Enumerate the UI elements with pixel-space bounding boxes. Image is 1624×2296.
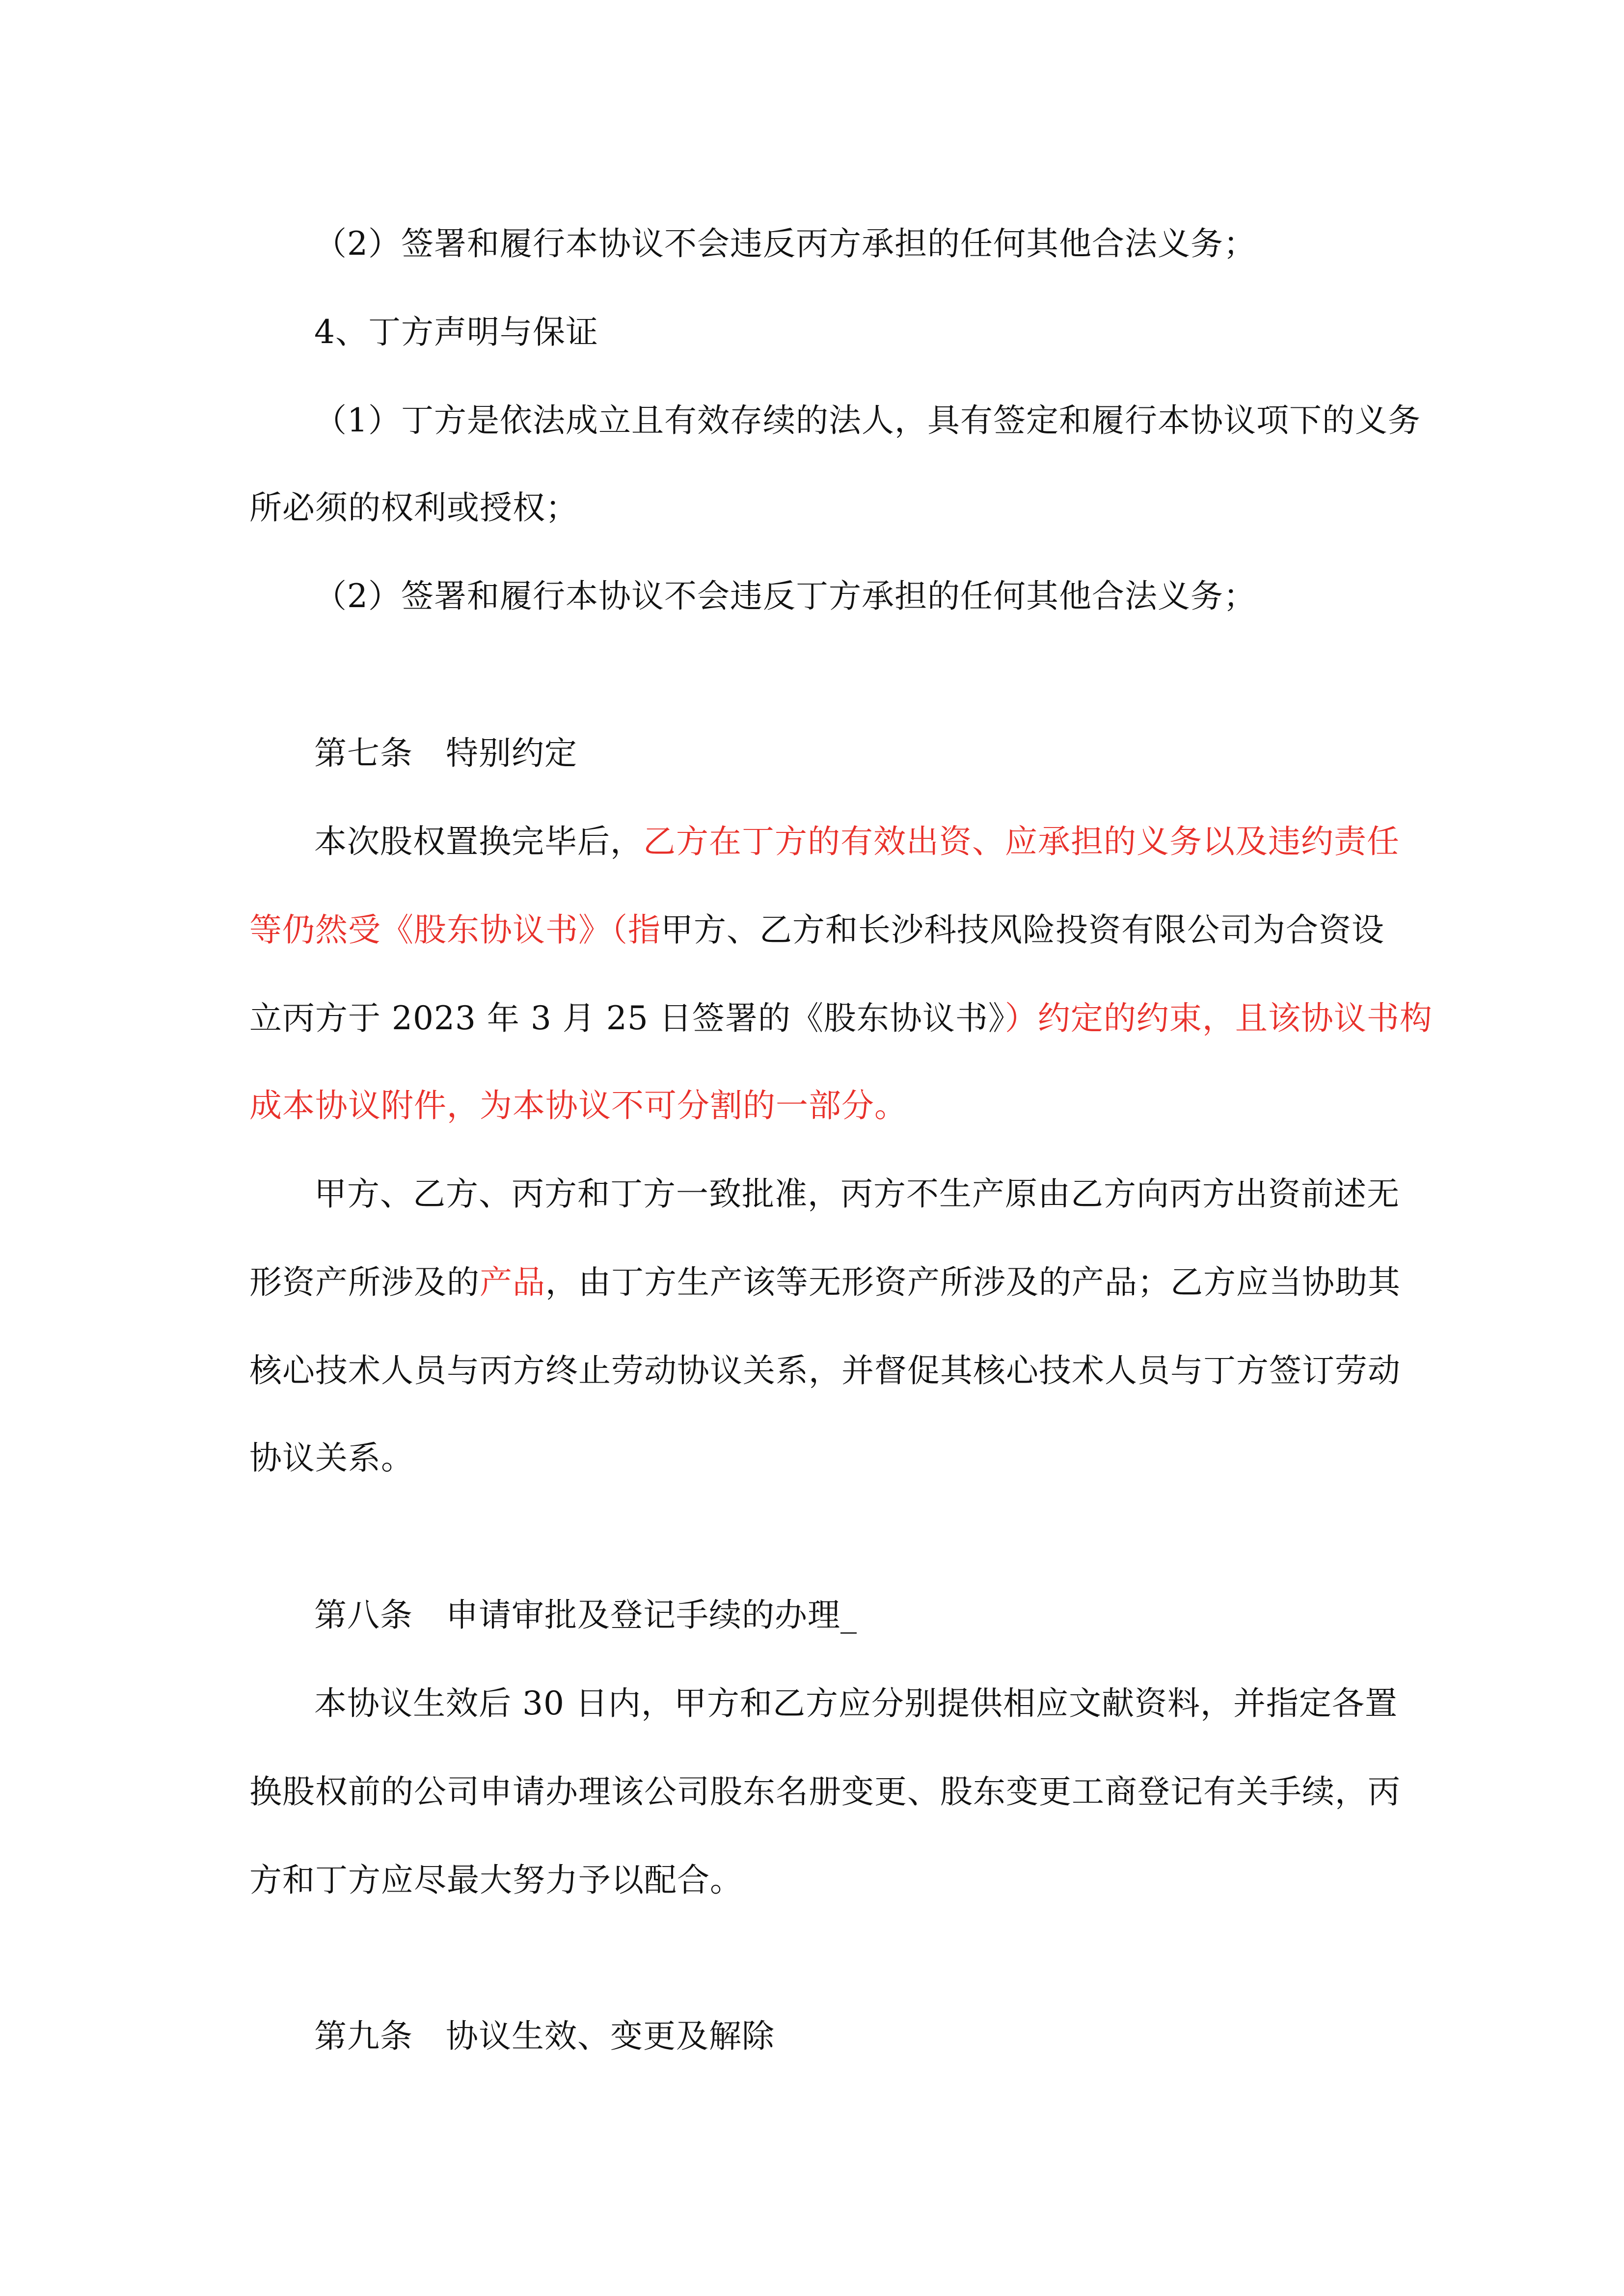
article7-p1-line2	[249, 908, 1393, 952]
article8-line2: 换股权前的公司申请办理该公司股东名册变更、股东变更工商登记有关手续，丙	[249, 1773, 1401, 1811]
article7-p2-line2-c: ，由丁方生产该等无形资产所涉及的产品；乙方应当协助其	[545, 1263, 1401, 1301]
clause4-item2: （2）签署和履行本协议不会违反丁方承担的任何其他合法义务；	[314, 577, 1256, 615]
article8-line3: 方和丁方应尽最大努力予以配合。	[249, 1861, 743, 1899]
article7-p1-line1-b: 乙方在丁方的有效出资、应承担的义务以及违约责任	[643, 823, 1400, 860]
article7-title: 第七条 特别约定	[314, 734, 577, 772]
article9-title: 第九条 协议生效、变更及解除	[314, 2017, 775, 2055]
article7-p1-line2-a: 等仍然受《股东协议书》（指	[249, 911, 661, 949]
article7-p1-line2-b: 甲方、乙方和长沙科技风险投资有限公司为合资设	[661, 911, 1384, 949]
article7-p1-line1-a: 本次股权置换完毕后，	[314, 823, 643, 860]
article7-p2-line2-b: 产品	[480, 1263, 545, 1301]
article7-p1-line3-b: ）约定的约束，且该协议书构	[1004, 999, 1433, 1037]
article7-p1-line4: 成本协议附件，为本协议不可分割的一部分。	[249, 1087, 907, 1124]
clause3-item2: （2）签署和履行本协议不会违反丙方承担的任何其他合法义务；	[314, 225, 1256, 263]
article7-p2-line1: 甲方、乙方、丙方和丁方一致批准，丙方不生产原由乙方向丙方出资前述无	[314, 1175, 1400, 1213]
article8-title: 第八条 申请审批及登记手续的办理_	[314, 1596, 857, 1634]
article7-p1-line3	[249, 996, 1433, 1041]
article7-p2-line2-a: 形资产所涉及的	[249, 1263, 480, 1301]
article7-p2-line2	[249, 1260, 1401, 1305]
clause4-item1-line2: 所必须的权利或授权；	[249, 489, 578, 527]
article8-line1: 本协议生效后 30 日内，甲方和乙方应分别提供相应文献资料，并指定各置	[314, 1684, 1398, 1722]
clause4-item1-line1: （1）丁方是依法成立且有效存续的法人，具有签定和履行本协议项下的义务	[314, 401, 1421, 439]
clause4-title: 4、丁方声明与保证	[314, 313, 598, 351]
article7-p2-line3: 核心技术人员与丙方终止劳动协议关系，并督促其核心技术人员与丁方签订劳动	[249, 1352, 1401, 1389]
article7-p2-line4: 协议关系。	[249, 1439, 414, 1477]
article7-p1-line1	[314, 820, 1400, 864]
article7-p1-line3-a: 立丙方于 2023 年 3 月 25 日签署的《股东协议书》	[249, 999, 1005, 1037]
